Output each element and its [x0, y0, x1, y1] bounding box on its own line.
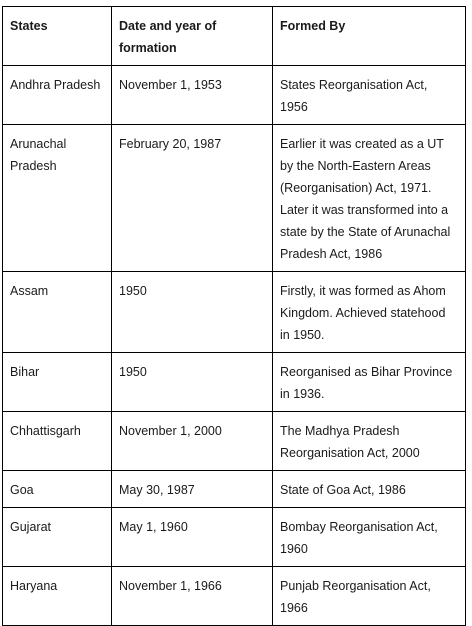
- table-row: [3, 412, 466, 471]
- cell-date: February 20, 1987: [112, 125, 273, 272]
- cell-formed-by: Firstly, it was formed as Ahom Kingdom. Achieved statehood in 1950.: [273, 272, 466, 353]
- header-formed-by: Formed By: [273, 7, 466, 66]
- table-row: [3, 125, 466, 272]
- cell-state: Goa: [3, 471, 112, 508]
- cell-state: Gujarat: [3, 508, 112, 567]
- cell-date: November 1, 1966: [112, 567, 273, 626]
- cell-formed-by: The Madhya Pradesh Reorganisation Act, 2000: [273, 412, 466, 471]
- table-row: [3, 272, 466, 353]
- cell-date: November 1, 1953: [112, 66, 273, 125]
- cell-state: Chhattisgarh: [3, 412, 112, 471]
- cell-date: November 1, 2000: [112, 412, 273, 471]
- table-row: [3, 567, 466, 626]
- states-formation-table-container: [2, 6, 465, 626]
- table-row: [3, 508, 466, 567]
- cell-state: Arunachal Pradesh: [3, 125, 112, 272]
- cell-date: May 30, 1987: [112, 471, 273, 508]
- cell-date: 1950: [112, 272, 273, 353]
- header-states: States: [3, 7, 112, 66]
- cell-state: Assam: [3, 272, 112, 353]
- table-header-row: [3, 7, 466, 66]
- cell-formed-by: States Reorganisation Act, 1956: [273, 66, 466, 125]
- cell-date: 1950: [112, 353, 273, 412]
- cell-state: Haryana: [3, 567, 112, 626]
- states-formation-table: [2, 6, 466, 626]
- cell-formed-by: Reorganised as Bihar Province in 1936.: [273, 353, 466, 412]
- cell-formed-by: Punjab Reorganisation Act, 1966: [273, 567, 466, 626]
- cell-formed-by: Earlier it was created as a UT by the North-Eastern Areas (Reorganisation) Act, 1971. Later it was transformed into a state by the State of Arunachal Pradesh Act, 1986: [273, 125, 466, 272]
- cell-formed-by: State of Goa Act, 1986: [273, 471, 466, 508]
- cell-state: Bihar: [3, 353, 112, 412]
- cell-formed-by: Bombay Reorganisation Act, 1960: [273, 508, 466, 567]
- table-row: [3, 66, 466, 125]
- table-row: [3, 471, 466, 508]
- cell-state: Andhra Pradesh: [3, 66, 112, 125]
- table-row: [3, 353, 466, 412]
- header-date-of-formation: Date and year of formation: [112, 7, 273, 66]
- cell-date: May 1, 1960: [112, 508, 273, 567]
